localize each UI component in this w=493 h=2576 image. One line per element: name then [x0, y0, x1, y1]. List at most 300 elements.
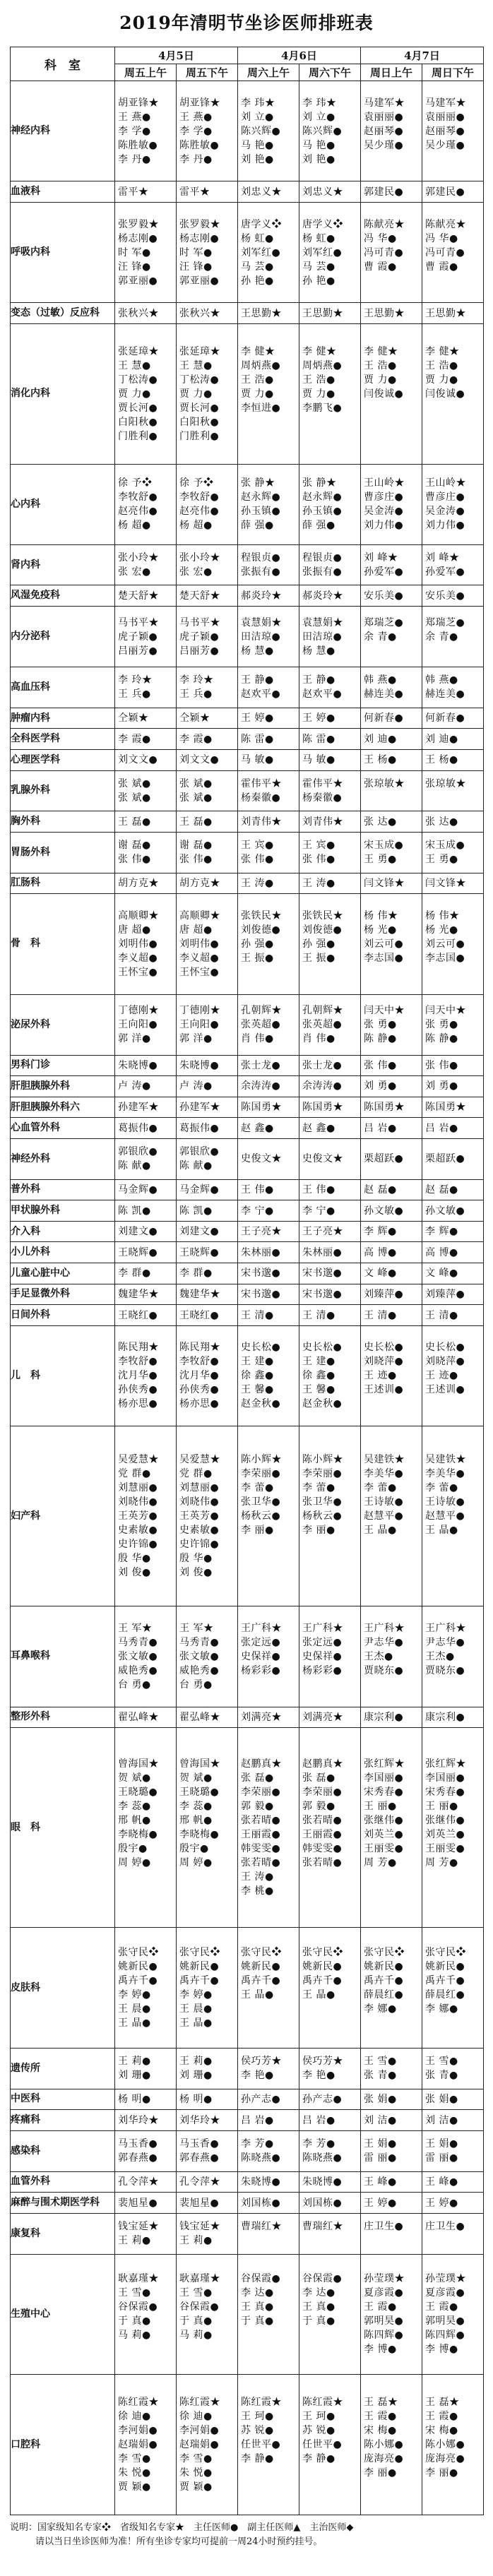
session-cell — [299, 2375, 361, 2515]
doctor-name: 陈 献● — [179, 1160, 213, 1172]
doctor-name: 李美华● — [425, 1468, 465, 1480]
doctor-name: 杨 慧● — [241, 645, 274, 657]
doctor-name: 闫俊诚● — [364, 388, 404, 400]
session-cell — [238, 181, 299, 203]
dept-row — [11, 544, 484, 585]
dept-name: 高血压科 — [11, 667, 115, 708]
doctor-name: 贾长河● — [118, 402, 158, 414]
doctor-name: 王子亮★ — [241, 1226, 282, 1238]
session-cell — [177, 1928, 238, 2049]
session-cell — [361, 1728, 422, 1928]
session-cell — [238, 1221, 299, 1242]
doctor-name: 王思勤★ — [425, 307, 466, 319]
doctor-name: 马 莉● — [118, 2330, 151, 2342]
doctor-name: 薛 强● — [302, 520, 335, 532]
doctor-name: 任世平● — [302, 2439, 343, 2451]
doctor-name — [238, 1537, 299, 1551]
doctor-name: 王杰● — [364, 1650, 393, 1662]
doctor-name: 马金辉● — [118, 1183, 158, 1195]
session-cell — [115, 2130, 177, 2171]
session-cell — [238, 1284, 299, 1305]
session-cell — [361, 2254, 422, 2375]
doctor-name: 刘慧丽● — [118, 1482, 158, 1494]
doctor-name: 李 蕾● — [364, 1482, 397, 1494]
doctor-name: 王 勇● — [364, 854, 397, 866]
doctor-name: 姚新民● — [425, 1961, 465, 1973]
doctor-name: 贾 力● — [425, 374, 458, 386]
doctor-name: 马秀青● — [118, 1636, 158, 1648]
doctor-name — [361, 1870, 422, 1884]
doctor-name — [422, 1566, 483, 1580]
session-cell — [361, 202, 422, 302]
session-cell — [177, 1055, 238, 1076]
doctor-name: 陈国勇★ — [241, 1102, 282, 1114]
doctor-name: 刘臻萍● — [364, 1288, 404, 1300]
doctor-name: 文 峰● — [425, 1268, 458, 1280]
dept-row — [11, 2254, 484, 2375]
doctor-name: 葛振伟● — [179, 1122, 220, 1134]
doctor-name: 刘 艳● — [302, 153, 335, 165]
doctor-name: 曾海国★ — [179, 1758, 220, 1770]
doctor-name: 薛晨红● — [425, 1989, 465, 2001]
doctor-name: 李 芳● — [241, 2138, 274, 2150]
doctor-name: 张守民❖ — [179, 1947, 220, 1959]
doctor-name — [238, 2480, 299, 2494]
doctor-name: 陈胜敏● — [118, 139, 158, 151]
doctor-name: 文 峰● — [364, 1268, 397, 1280]
doctor-name: 刘满亮★ — [302, 1711, 343, 1723]
session-cell — [177, 2193, 238, 2214]
doctor-name: 王 磊● — [118, 816, 151, 828]
doctor-name — [422, 2016, 483, 2030]
doctor-name: 孙玉镇● — [241, 506, 281, 518]
doctor-name: 沈月华● — [118, 1370, 158, 1382]
doctor-name — [361, 2016, 422, 2030]
doctor-name: 李 娜● — [425, 2003, 458, 2015]
session-cell — [361, 181, 422, 203]
doctor-name: 刘满亮★ — [241, 1711, 282, 1723]
dept-row — [11, 894, 484, 994]
doctor-name: 刘 艳● — [241, 153, 274, 165]
doctor-name: 张琼敏★ — [364, 777, 405, 789]
doctor-name: 赵亮伟● — [179, 506, 220, 518]
session-cell — [299, 811, 361, 833]
doctor-name: 王 涛● — [302, 877, 335, 889]
doctor-name: 刘青伟★ — [241, 816, 282, 828]
doctor-name — [361, 401, 422, 415]
dept-row — [11, 2193, 484, 2214]
session-cell — [177, 873, 238, 894]
doctor-name: 禹卉千● — [241, 1975, 281, 1987]
dept-row — [11, 708, 484, 729]
doctor-name: 李美华● — [364, 1468, 404, 1480]
doctor-name — [177, 1884, 237, 1898]
doctor-name: 孙 艳● — [302, 275, 335, 287]
doctor-name: 刘国栋● — [302, 2197, 343, 2209]
dept-name: 生殖中心 — [11, 2254, 115, 2375]
session-cell — [422, 2048, 484, 2089]
dept-name: 口腔科 — [11, 2375, 115, 2515]
doctor-name: 陈兴辉● — [241, 125, 281, 137]
doctor-name — [422, 644, 483, 658]
doctor-name: 吕 岩● — [364, 1122, 397, 1134]
doctor-name: 周炳燕● — [241, 359, 281, 371]
doctor-name: 张 青● — [425, 2070, 458, 2082]
session-cell — [299, 1325, 361, 1426]
session-cell — [361, 585, 422, 607]
session-cell — [115, 1263, 177, 1284]
dept-row — [11, 81, 484, 181]
doctor-name: 吕丽芳● — [118, 645, 158, 657]
doctor-name — [361, 1678, 422, 1692]
doctor-name: 王 杨● — [425, 754, 458, 766]
session-cell — [238, 1138, 299, 1179]
doctor-name: 孙文敏● — [425, 1205, 465, 1217]
session-cell — [115, 1242, 177, 1263]
session-cell — [238, 2254, 299, 2375]
doctor-name: 刘文文● — [118, 754, 158, 766]
doctor-name: 于 真● — [118, 2315, 151, 2327]
session-cell — [422, 1426, 484, 1606]
session-cell — [299, 2213, 361, 2254]
doctor-name: 余涛涛● — [241, 1080, 281, 1092]
session-cell — [177, 1242, 238, 1263]
doctor-name: 宋 梅● — [364, 2425, 397, 2437]
dept-row — [11, 181, 484, 203]
doctor-name: 郭明昊● — [425, 2315, 465, 2327]
session-cell — [238, 1076, 299, 1097]
doctor-name: 马建军★ — [364, 97, 405, 109]
dept-name: 中医科 — [11, 2089, 115, 2110]
doctor-name: 赵 鑫● — [241, 1122, 274, 1134]
doctor-name: 谢 磊● — [179, 840, 213, 852]
doctor-name: 时 军● — [118, 246, 151, 258]
doctor-name: 姚新民● — [302, 1961, 343, 1973]
doctor-name: 陈红霞★ — [179, 2397, 220, 2409]
doctor-name: 李 婷● — [179, 1989, 213, 2001]
doctor-name — [299, 415, 360, 429]
session-cell — [422, 585, 484, 607]
doctor-name: 王 峰● — [425, 2176, 458, 2188]
doctor-name: 刘明伟● — [118, 938, 158, 950]
doctor-name: 史长松● — [241, 1342, 281, 1354]
doctor-name: 刘 峰★ — [364, 552, 398, 564]
doctor-name: 陈胜敏● — [179, 139, 220, 151]
doctor-name: 吴建铁★ — [425, 1454, 466, 1466]
doctor-name: 钱宝延★ — [179, 2221, 220, 2233]
session-cell — [177, 1118, 238, 1139]
session-cell — [422, 2171, 484, 2193]
doctor-name: 闫天中★ — [364, 1005, 405, 1017]
session-cell — [422, 729, 484, 750]
doctor-name: 孙建军★ — [118, 1102, 159, 1114]
doctor-name: 刘 立● — [302, 111, 335, 123]
doctor-name: 丁德刚★ — [179, 1005, 220, 1017]
doctor-name — [422, 429, 483, 443]
doctor-name: 王诗敏● — [425, 1496, 465, 1508]
session-cell — [238, 2171, 299, 2193]
doctor-name: 陈民翔★ — [179, 1342, 220, 1354]
doctor-name: 周 婷● — [118, 1857, 151, 1869]
doctor-name: 刘力伟● — [364, 520, 404, 532]
doctor-name: 汪 锋● — [179, 261, 213, 273]
doctor-name: 谢 磊● — [118, 840, 151, 852]
doctor-name: 张 勇● — [364, 1019, 397, 1031]
doctor-name: 贾晓东● — [364, 1664, 404, 1676]
session-cell — [177, 832, 238, 873]
session-cell — [299, 2254, 361, 2375]
session-cell — [299, 181, 361, 203]
doctor-name: 李 艳● — [241, 2070, 274, 2082]
doctor-name: 赵瑞娟● — [118, 2439, 158, 2451]
dept-name: 儿童心脏中心 — [11, 1263, 115, 1284]
doctor-name: 张 斌● — [179, 792, 213, 804]
doctor-name: 侯巧芳★ — [302, 2056, 343, 2068]
doctor-name: 赵 磊● — [364, 1183, 397, 1195]
session-cell — [299, 708, 361, 729]
doctor-name: 刘忠义★ — [302, 186, 343, 198]
session-cell — [115, 811, 177, 833]
session-cell — [238, 1179, 299, 1200]
doctor-name: 李 健★ — [302, 345, 337, 357]
session-cell — [177, 1200, 238, 1222]
doctor-name: 张振有● — [302, 566, 343, 578]
dept-name: 全科医学科 — [11, 729, 115, 750]
doctor-name: 王 珂● — [302, 2411, 335, 2423]
doctor-name: 王 晶● — [118, 2017, 151, 2029]
doctor-name: 唐 超● — [179, 924, 213, 936]
doctor-name: 李 雪● — [179, 2453, 213, 2465]
doctor-name: 耿嘉瑾★ — [179, 2273, 220, 2285]
doctor-name: 赵 磊● — [425, 1183, 458, 1195]
session-cell — [115, 1728, 177, 1928]
doctor-name: 陈 凯● — [118, 1205, 151, 1217]
dept-row — [11, 1179, 484, 1200]
doctor-name: 曾海国★ — [118, 1758, 159, 1770]
session-cell — [177, 607, 238, 667]
schedule-table — [10, 47, 484, 2515]
doctor-name: 王英芳● — [179, 1510, 220, 1522]
doctor-name: 王怀宝● — [118, 966, 158, 978]
dept-name: 耳鼻喉科 — [11, 1606, 115, 1707]
doctor-name: 张铁民★ — [241, 910, 282, 922]
session-cell — [299, 585, 361, 607]
doctor-name: 钱宝延★ — [118, 2221, 159, 2233]
doctor-name — [299, 1870, 360, 1884]
doctor-name: 袁丽丽● — [425, 111, 465, 123]
session-cell — [361, 1284, 422, 1305]
session-cell — [422, 708, 484, 729]
doctor-name: 李 辉● — [364, 1226, 397, 1238]
dept-name: 血管外科 — [11, 2171, 115, 2193]
doctor-name: 时 军● — [179, 246, 213, 258]
session-cell — [299, 607, 361, 667]
doctor-name: 郭 洋● — [118, 1033, 151, 1045]
doctor-name: 陈国勇★ — [364, 1102, 405, 1114]
doctor-name: 陈小娜● — [425, 2439, 465, 2451]
session-cell — [422, 1179, 484, 1200]
doctor-name: 李义超● — [179, 952, 220, 964]
doctor-name: 王诗敏● — [364, 1496, 404, 1508]
session-cell — [299, 202, 361, 302]
session-cell — [422, 1200, 484, 1222]
doctor-name — [361, 274, 422, 288]
session-cell — [115, 2254, 177, 2375]
doctor-name: 郭建民● — [364, 186, 404, 198]
session-cell — [422, 1606, 484, 1707]
doctor-name: 殷 华● — [179, 1553, 213, 1565]
doctor-name — [238, 2328, 299, 2342]
session-cell — [422, 894, 484, 994]
doctor-name: 谷保霞● — [302, 2273, 343, 2285]
doctor-name: 王广科★ — [241, 1622, 282, 1634]
doctor-name: 杨秦徽● — [241, 792, 281, 804]
session-cell — [177, 544, 238, 585]
session-cell — [361, 1305, 422, 1326]
doctor-name: 李晓梅● — [118, 1829, 158, 1841]
doctor-name — [238, 415, 299, 429]
doctor-name: 尹志华● — [425, 1636, 465, 1648]
doctor-name: 刘 峰★ — [425, 552, 460, 564]
doctor-name: 王 静● — [241, 674, 274, 686]
doctor-name: 周 芳● — [364, 1857, 397, 1869]
doctor-name: 门胜利● — [179, 430, 220, 442]
session-cell — [115, 2213, 177, 2254]
doctor-name: 曹彦庄● — [425, 491, 465, 503]
session-cell — [422, 873, 484, 894]
doctor-name: 陈红霞★ — [241, 2397, 282, 2409]
doctor-name — [422, 1884, 483, 1898]
doctor-name — [238, 1551, 299, 1566]
session-cell — [238, 1325, 299, 1426]
doctor-name: 郭亚丽● — [179, 275, 220, 287]
doctor-name: 吴爱慧★ — [179, 1454, 220, 1466]
dept-row — [11, 2213, 484, 2254]
session-cell — [422, 749, 484, 770]
doctor-name: 李鹏飞● — [302, 402, 343, 414]
doctor-name: 王 杨● — [364, 754, 397, 766]
session-cell — [299, 323, 361, 464]
doctor-name: 曹彦庄● — [364, 491, 404, 503]
doctor-name: 王 晶● — [364, 1525, 397, 1537]
dept-row — [11, 811, 484, 833]
doctor-name: 王 振● — [241, 952, 274, 964]
session-cell — [177, 2130, 238, 2171]
doctor-name: 魏建华★ — [118, 1288, 159, 1300]
session-cell — [361, 2048, 422, 2089]
doctor-name: 李牧舒● — [118, 1356, 158, 1368]
session-cell — [177, 2110, 238, 2131]
doctor-name: 闫天中★ — [425, 1005, 466, 1017]
doctor-name: 陈兴辉● — [302, 125, 343, 137]
session-cell — [422, 202, 484, 302]
doctor-name — [238, 2342, 299, 2356]
doctor-name: 王晓红● — [179, 1309, 220, 1321]
doctor-name: 刘俊德● — [241, 924, 281, 936]
doctor-name: 何新春● — [364, 712, 404, 724]
doctor-name: 张 静★ — [241, 477, 275, 489]
doctor-name: 刘晓萍● — [425, 1356, 465, 1368]
dept-name: 神经内科 — [11, 81, 115, 181]
doctor-name: 刘晓伟● — [118, 1496, 158, 1508]
doctor-name: 孙产志● — [241, 2093, 281, 2105]
doctor-name: 台 勇● — [179, 1678, 213, 1690]
doctor-name: 张 勇● — [425, 1019, 458, 1031]
doctor-name: 袁丽丽● — [364, 111, 404, 123]
doctor-name: 王晓璐● — [179, 1787, 220, 1799]
doctor-name: 孙莹璞★ — [364, 2273, 405, 2285]
doctor-name: 陈四辉● — [364, 2330, 404, 2342]
doctor-name: 仝颖★ — [179, 712, 210, 724]
session-cell — [115, 1606, 177, 1707]
session-cell — [115, 1426, 177, 1606]
doctor-name: 史保祥● — [302, 1650, 343, 1662]
session-cell — [299, 1076, 361, 1097]
doctor-name: 王 霞● — [364, 2411, 397, 2423]
session-cell — [422, 2375, 484, 2515]
doctor-name: 宋 梅● — [425, 2425, 458, 2437]
doctor-name: 任世平● — [241, 2439, 281, 2451]
doctor-name: 李 蕊● — [118, 1801, 151, 1813]
dept-row — [11, 873, 484, 894]
doctor-name: 刘英兰● — [425, 1829, 465, 1841]
doctor-name: 王 浩● — [241, 374, 274, 386]
dept-name: 肿瘤内科 — [11, 708, 115, 729]
session-cell — [177, 323, 238, 464]
session-cell — [238, 1200, 299, 1222]
session-cell — [299, 1138, 361, 1179]
doctor-name: 王 晶● — [179, 2017, 213, 2029]
session-cell — [115, 729, 177, 750]
doctor-name: 王 浩● — [364, 359, 397, 371]
session-cell — [238, 667, 299, 708]
session-cell — [177, 2089, 238, 2110]
doctor-name: 马 芸● — [241, 261, 274, 273]
doctor-name: 刘 俊● — [118, 1567, 151, 1579]
session-cell — [422, 1325, 484, 1426]
doctor-name: 陈国勇★ — [425, 1102, 466, 1114]
doctor-name: 吕 岩● — [302, 2114, 335, 2126]
doctor-name — [238, 965, 299, 979]
doctor-name: 侯巧芳★ — [241, 2056, 282, 2068]
session-cell — [177, 2171, 238, 2193]
doctor-name: 白阳秋● — [179, 416, 220, 428]
doctor-name: 王 丽● — [364, 1801, 397, 1813]
session-cell — [361, 1242, 422, 1263]
doctor-name: 刘 勇● — [364, 1080, 397, 1092]
session-cell — [422, 667, 484, 708]
doctor-name: 贾 力● — [302, 388, 335, 400]
dept-row — [11, 1263, 484, 1284]
doctor-name: 郭 毅● — [241, 1801, 274, 1813]
doctor-name: 郭 毅● — [302, 1801, 335, 1813]
doctor-name: 禹卉千● — [364, 1975, 404, 1987]
doctor-name: 楚天舒★ — [179, 590, 220, 602]
session-cell — [361, 811, 422, 833]
doctor-name: 杨 明● — [118, 2093, 151, 2105]
doctor-name: 庞海亮● — [364, 2453, 404, 2465]
doctor-name: 朱林丽● — [302, 1246, 343, 1258]
session-cell — [422, 770, 484, 811]
doctor-name: 王 军★ — [179, 1622, 214, 1634]
doctor-name: 李 霞● — [118, 733, 151, 745]
doctor-name: 马建军★ — [425, 97, 466, 109]
session-cell — [177, 2254, 238, 2375]
session-cell — [361, 894, 422, 994]
doctor-name: 陈 雷● — [302, 733, 335, 745]
dept-row — [11, 303, 484, 324]
doctor-name: 王 婷● — [302, 712, 335, 724]
